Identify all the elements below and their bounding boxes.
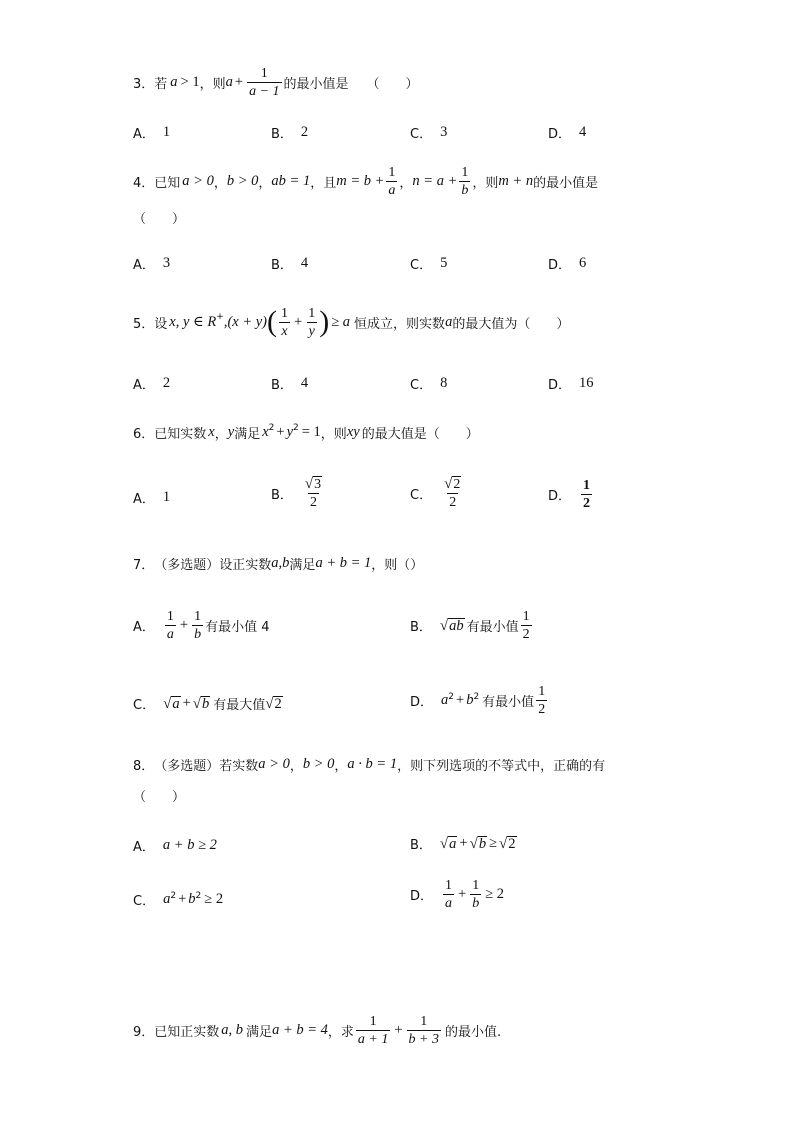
- question-4: 4． 已知 a > 0 ， b > 0 ， ab = 1 ，且 m = b + $\frac{1}{a}$ ， n = a + $\frac{1}{b}$ ，则 m + n 的最小值是: [133, 164, 599, 198]
- option-c[interactable]: C． 8: [410, 375, 448, 393]
- option-b[interactable]: B． 4: [271, 375, 309, 393]
- option-b[interactable]: B． 2: [271, 124, 309, 142]
- option-c[interactable]: C． 5: [410, 255, 448, 273]
- question-8: 8． （多选题）若实数 a > 0 ， b > 0 ， a · b = 1 ，则下列选项的不等式中，正确的有: [133, 755, 606, 774]
- option-d[interactable]: D． $\frac{1}{2}$: [548, 478, 591, 511]
- question-number: 3．: [133, 76, 155, 92]
- option-d[interactable]: D． $\frac{1}{a}$ + $\frac{1}{b}$ ≥ 2: [410, 878, 505, 911]
- question-5: 5． 设 x, y ∈ R + , (x + y) ( $\frac{1}{x}$ + $\frac{1}{y}$ ) ≥ a 恒成立，则实数 a 的最大值为（ ）: [133, 305, 570, 339]
- option-d[interactable]: D． 4: [548, 124, 587, 142]
- option-a[interactable]: A． 1: [133, 124, 171, 142]
- option-d[interactable]: D． 16: [548, 375, 594, 393]
- question-6: 6． 已知实数 x ， y 满足 x 2 + y 2 = 1 ，则 xy 的最大值是（ ）: [133, 423, 479, 442]
- option-b[interactable]: B． 4: [271, 255, 309, 273]
- option-b[interactable]: B． √ a + √ b ≥ √ 2: [410, 835, 516, 853]
- option-c[interactable]: C． 3: [410, 124, 448, 142]
- question-9: 9． 已知正实数 a, b 满足 a + b = 4 ，求 $\frac{1}{a + 1}$ + $\frac{1}{b + 3}$ 的最小值.: [133, 1013, 502, 1047]
- option-a[interactable]: A． 2: [133, 375, 171, 393]
- option-d[interactable]: D． a 2 + b 2 有最小值 $\frac{1}{2}$: [410, 684, 546, 717]
- option-b[interactable]: B． √ 3 2: [271, 476, 322, 510]
- question-8-blank: （ ）: [133, 790, 186, 805]
- option-a[interactable]: A． a + b ≥ 2: [133, 837, 217, 855]
- option-a[interactable]: A． 3: [133, 255, 171, 273]
- option-d[interactable]: D． 6: [548, 255, 587, 273]
- option-c[interactable]: C． √ a + √ b 有最大值 √ 2: [133, 695, 282, 713]
- question-7: 7． （多选题）设正实数 a,b 满足 a + b = 1 ，则（）: [133, 554, 424, 573]
- question-4-blank: （ ）: [133, 212, 186, 227]
- option-a[interactable]: A． 1: [133, 489, 171, 507]
- option-a[interactable]: A． $\frac{1}{a}$ + $\frac{1}{b}$ 有最小值 4: [133, 609, 270, 642]
- fraction: $\frac{1}{a - 1}$: [249, 65, 280, 99]
- option-c[interactable]: C． √ 2 2: [410, 476, 461, 510]
- question-3: 3． 若 a > 1 ，则 a + $\frac{1}{a - 1}$ 的最小值是 （ ）: [133, 65, 419, 99]
- option-c[interactable]: C． a 2 + b 2 ≥ 2: [133, 890, 224, 909]
- option-b[interactable]: B． √ ab 有最小值 $\frac{1}{2}$: [410, 609, 530, 642]
